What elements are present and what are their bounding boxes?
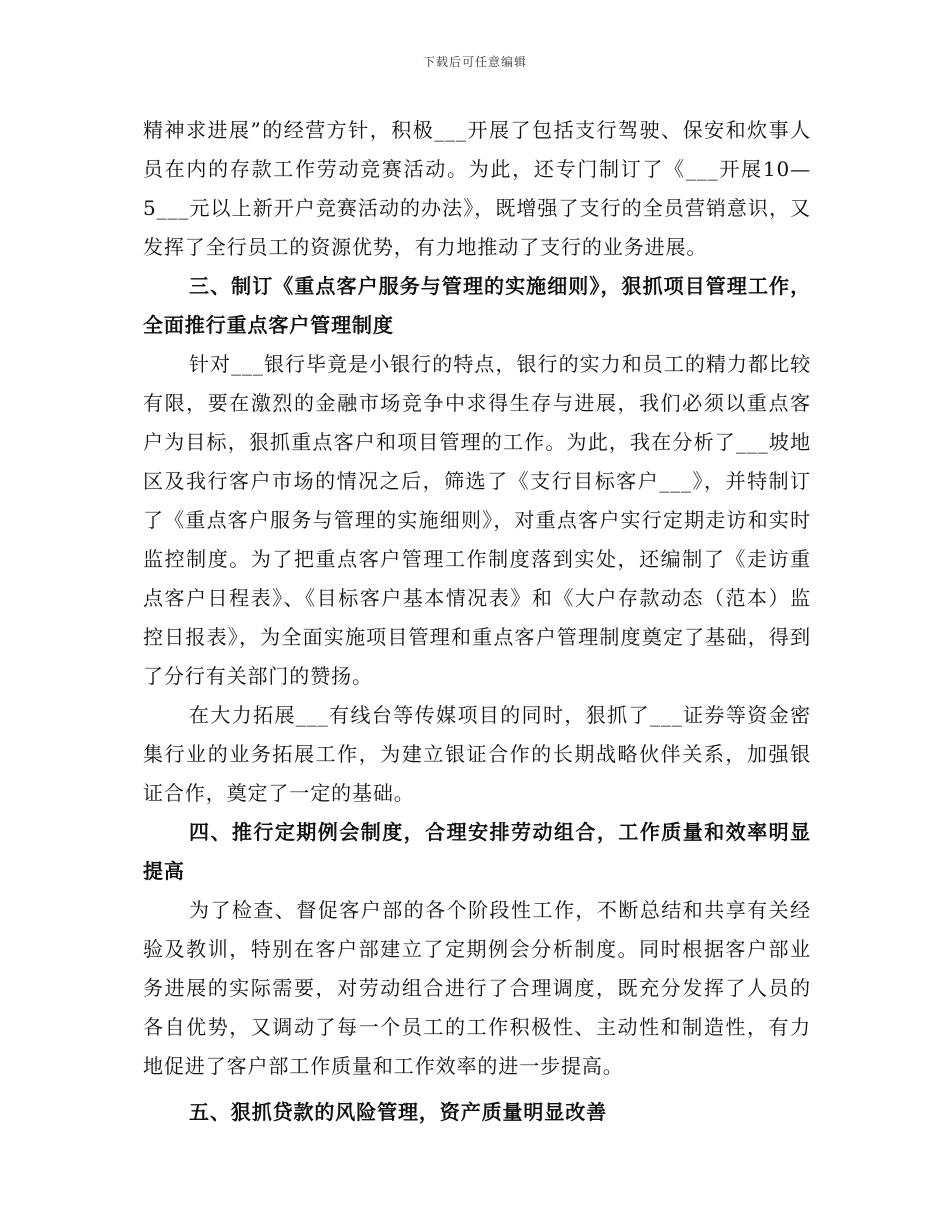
paragraph-competition: 精神求进展”的经营方针，积极___开展了包括支行驾驶、保安和炊事人员在内的存款工作劳动竞赛活动。为此，还专门制订了《___开展10—5___元以上新开户竞赛活动的办法》，既增强了支行的全员营销意识，又发挥了全行员工的资源优势，有力地推动了支行的业务进展。: [143, 118, 811, 259]
section-heading-5: 五、狠抓贷款的风险管理，资产质量明显改善: [189, 1100, 607, 1124]
paragraph-media-projects: 在大力拓展___有线台等传媒项目的同时，狠抓了___证券等资金密集行业的业务拓展工作，为建立银证合作的长期战略伙伴关系，加强银证合作，奠定了一定的基础。: [143, 703, 811, 805]
page-header: 下载后可任意编辑: [422, 55, 527, 69]
section-heading-4: 四、推行定期例会制度，合理安排劳动组合，工作质量和效率明显提高: [143, 820, 811, 883]
section-heading-3: 三、制订《重点客户服务与管理的实施细则》，狠抓项目管理工作，全面推行重点客户管理制度: [143, 274, 811, 337]
paragraph-key-clients: 针对___银行毕竟是小银行的特点，银行的实力和员工的精力都比较有限，要在激烈的金融市场竞争中求得生存与进展，我们必须以重点客户为目标，狠抓重点客户和项目管理的工作。为此，我在分析了___坡地区及我行客户市场的情况之后，筛选了《支行目标客户___》，并特制订了《重点客户服务与管理的实施细则》，对重点客户实行定期走访和实时监控制度。为了把重点客户管理工作制度落到实处，还编制了《走访重点客户日程表》、《目标客户基本情况表》和《大户存款动态（范本）监控日报表》，为全面实施项目管理和重点客户管理制度奠定了基础，得到了分行有关部门的赞扬。: [143, 352, 811, 688]
document-body: [143, 111, 811, 1132]
paragraph-regular-meetings: 为了检查、督促客户部的各个阶段性工作，不断总结和共享有关经验及教训，特别在客户部建立了定期例会分析制度。同时根据客户部业务进展的实际需要，对劳动组合进行了合理调度，既充分发挥了人员的各自优势，又调动了每一个员工的工作积极性、主动性和制造性，有力地促进了客户部工作质量和工作效率的进一步提高。: [143, 898, 811, 1078]
